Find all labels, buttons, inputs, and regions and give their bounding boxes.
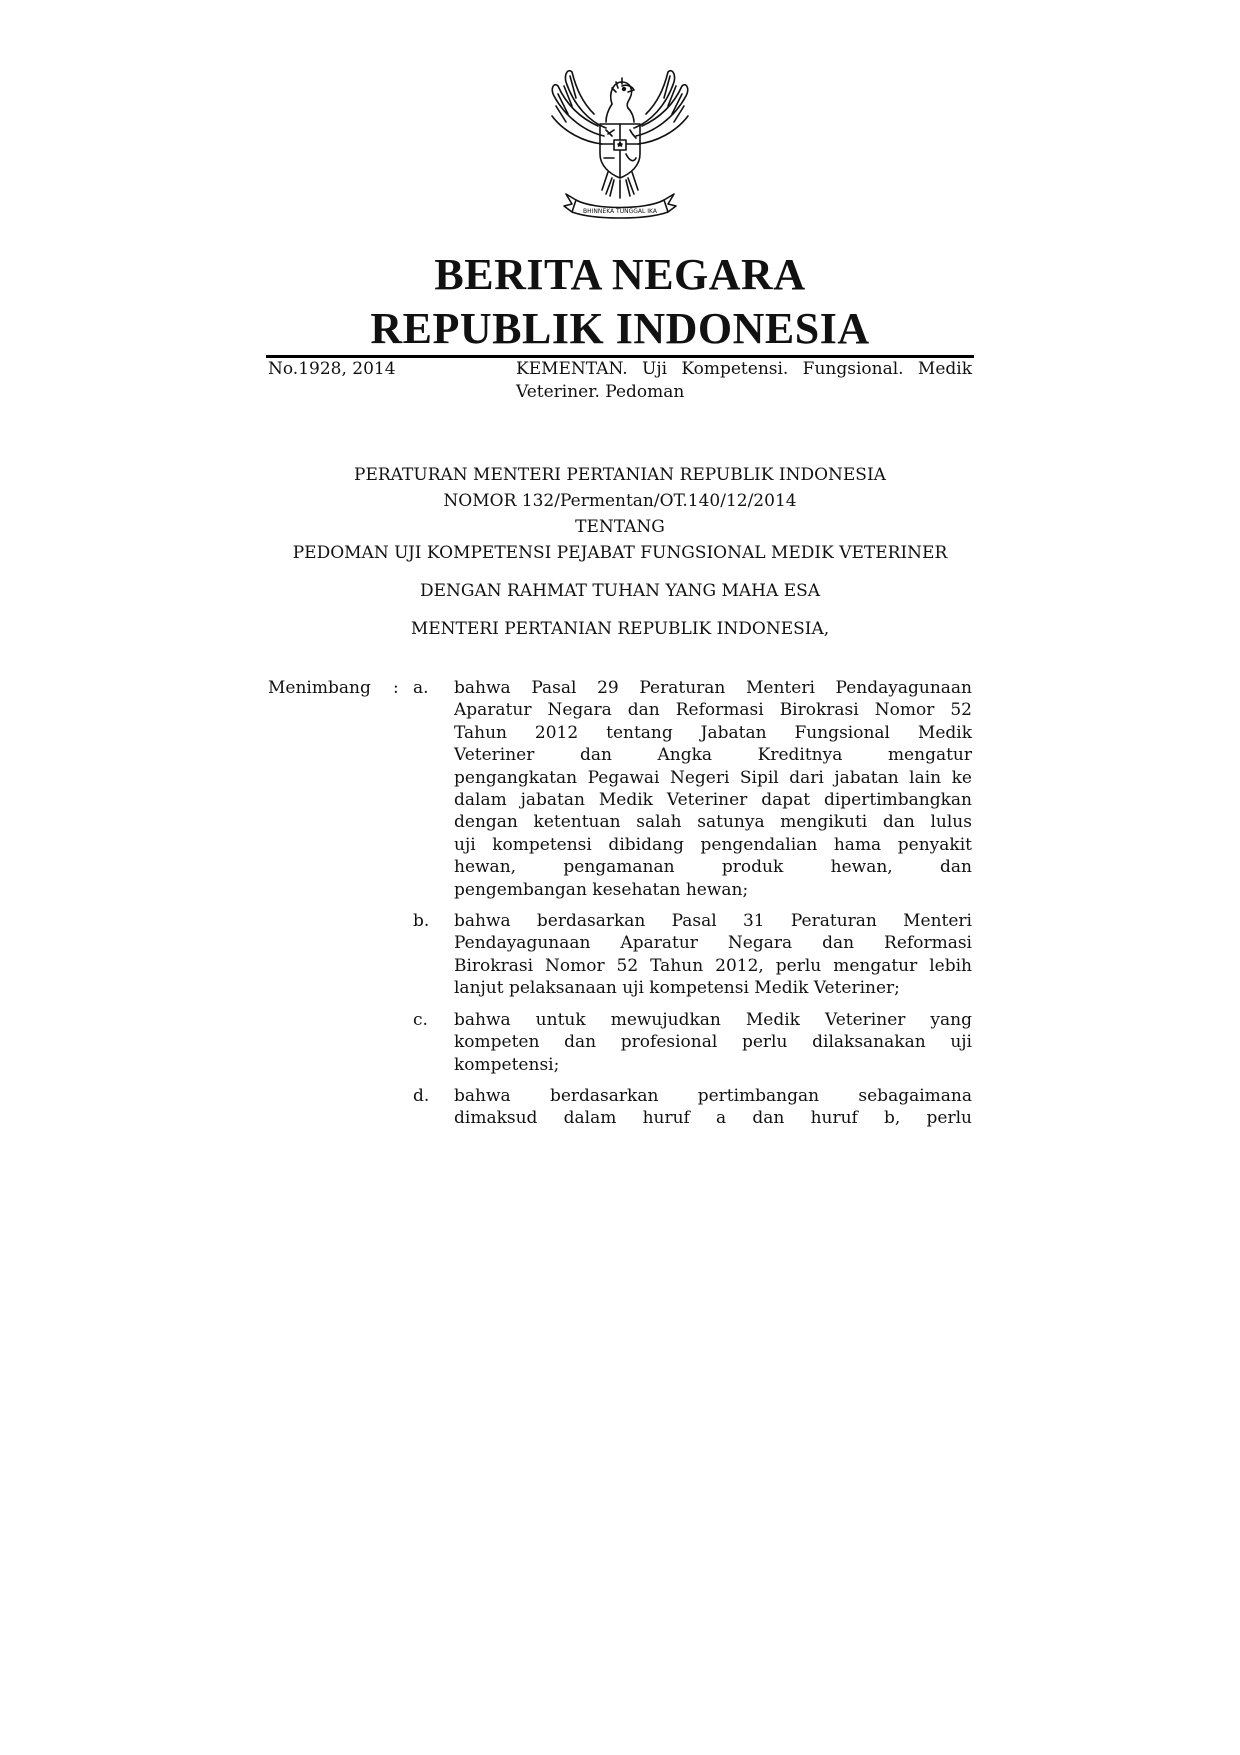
issue-subject: [516, 358, 972, 404]
considering-item-letter: b.: [413, 911, 430, 932]
considering-item-letter: c.: [413, 1009, 428, 1030]
considering-item-letter: d.: [413, 1085, 430, 1106]
considering-item-line: bahwa berdasarkan Pasal 31 Peraturan Menteri: [454, 911, 972, 932]
considering-section: [268, 677, 973, 1139]
considering-item-line: pengembangan kesehatan hewan;: [454, 879, 749, 900]
considering-items: [268, 677, 973, 1130]
masthead-line-1: BERITA NEGARA: [434, 250, 806, 299]
considering-item-line: kompetensi;: [454, 1054, 560, 1075]
regulation-title: PERATURAN MENTERI PERTANIAN REPUBLIK INDONESIA: [354, 465, 886, 485]
considering-item-line: bahwa berdasarkan pertimbangan sebagaimana: [454, 1085, 972, 1106]
minister-line: MENTERI PERTANIAN REPUBLIK INDONESIA,: [410, 619, 830, 639]
issue-subject-line-2: Veteriner. Pedoman: [516, 382, 685, 402]
considering-item-line: Veteriner dan Angka Kreditnya mengatur: [454, 745, 972, 766]
considering-item-line: kompeten dan profesional perlu dilaksanakan uji: [454, 1032, 972, 1053]
invocation: DENGAN RAHMAT TUHAN YANG MAHA ESA: [419, 581, 821, 601]
considering-item-text: [454, 910, 972, 1000]
considering-item: [268, 1009, 973, 1076]
considering-item-line: Pendayagunaan Aparatur Negara dan Reformasi: [454, 933, 972, 954]
regulation-heading: [200, 462, 1040, 642]
considering-item-line: bahwa Pasal 29 Peraturan Menteri Pendayagunaan: [454, 678, 972, 698]
considering-item: [268, 910, 973, 1000]
considering-item-text: [454, 1009, 972, 1076]
motto-text: BHINNEKA TUNGGAL IKA: [583, 208, 657, 215]
considering-item-line: hewan, pengamanan produk hewan, dan: [454, 857, 972, 878]
masthead-line-2: REPUBLIK INDONESIA: [370, 304, 870, 353]
masthead: [266, 248, 974, 356]
garuda-emblem-icon: [546, 62, 694, 222]
considering-item-line: lanjut pelaksanaan uji kompetensi Medik Veteriner;: [454, 978, 900, 999]
considering-item-line: Tahun 2012 tentang Jabatan Fungsional Medik: [454, 722, 972, 743]
considering-colon: :: [393, 678, 399, 698]
considering-item-line: dalam jabatan Medik Veteriner dapat dipertimbangkan: [454, 790, 972, 811]
considering-item-text: [454, 1085, 972, 1130]
issue-number: No.1928, 2014: [268, 359, 396, 379]
considering-item-text: [454, 677, 972, 901]
regulation-about: TENTANG: [575, 517, 665, 537]
considering-item-line: dengan ketentuan salah satunya mengikuti dan lulus: [454, 812, 972, 833]
regulation-subject: PEDOMAN UJI KOMPETENSI PEJABAT FUNGSIONAL MEDIK VETERINER: [292, 543, 948, 563]
considering-item: [268, 1085, 973, 1130]
regulation-number: NOMOR 132/Permentan/OT.140/12/2014: [443, 491, 797, 511]
considering-item-line: Aparatur Negara dan Reformasi Birokrasi Nomor 52: [454, 700, 972, 721]
considering-item-line: uji kompetensi dibidang pengendalian hama penyakit: [454, 834, 972, 855]
considering-label: Menimbang: [268, 678, 371, 698]
considering-item-line: pengangkatan Pegawai Negeri Sipil dari jabatan lain ke: [454, 767, 972, 788]
considering-item-line: Birokrasi Nomor 52 Tahun 2012, perlu mengatur lebih: [454, 955, 972, 976]
considering-item: [268, 677, 973, 901]
considering-item-line: bahwa untuk mewujudkan Medik Veteriner yang: [454, 1009, 972, 1030]
considering-item-letter: a.: [413, 678, 429, 698]
considering-item-line: dimaksud dalam huruf a dan huruf b, perlu: [454, 1108, 972, 1129]
issue-subject-line-1: KEMENTAN. Uji Kompetensi. Fungsional. Medik: [516, 359, 972, 379]
